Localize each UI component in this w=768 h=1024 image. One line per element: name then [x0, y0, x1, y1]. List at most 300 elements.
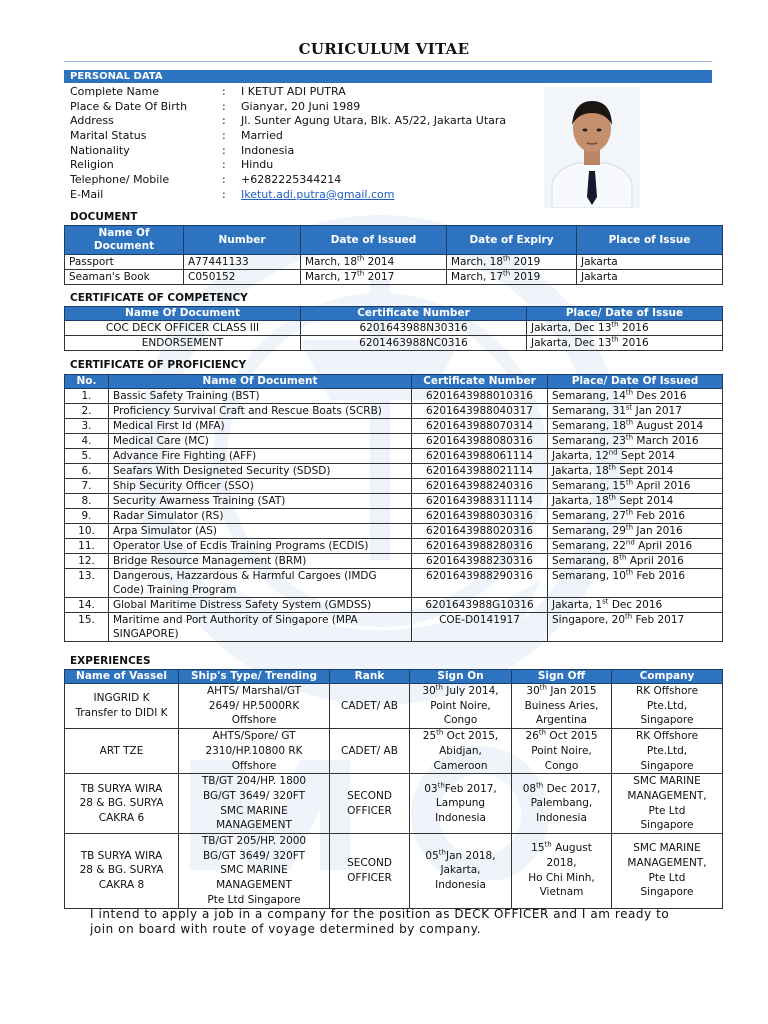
table-cell	[612, 834, 723, 909]
ordinal-suffix: th	[357, 269, 365, 278]
cell-text: 4.	[81, 435, 92, 447]
ordinal-suffix: nd	[608, 448, 618, 457]
table-cell	[330, 834, 410, 909]
ordinal-suffix: th	[625, 508, 634, 517]
table-cell	[548, 479, 723, 494]
cell-text: Singapore	[640, 819, 694, 832]
cell-line	[616, 699, 718, 714]
cell-line	[334, 789, 405, 804]
personal-data-value: I KETUT ADI PUTRA	[241, 85, 346, 98]
table-cell	[109, 539, 412, 554]
table-row	[65, 464, 723, 479]
portrait-photo-icon	[544, 87, 640, 208]
table-row	[65, 479, 723, 494]
table-cell	[330, 684, 410, 729]
cell-text: Security Awarness Training (SAT)	[113, 495, 286, 507]
cell-line	[616, 774, 718, 789]
table-row	[65, 569, 723, 598]
cell-line	[183, 878, 325, 893]
cell-text: Advance Fire Fighting (AFF)	[113, 450, 257, 462]
cell-text-after: Feb 2016	[633, 570, 686, 582]
cell-text: 2018,	[546, 857, 577, 870]
column-header: Certificate Number	[412, 375, 548, 389]
cell-line	[414, 713, 507, 728]
table-cell	[109, 479, 412, 494]
cell-text: Bridge Resource Management (BRM)	[113, 555, 307, 567]
table-cell	[65, 404, 109, 419]
cell-text: BG/GT 3649/ 320FT	[202, 849, 306, 862]
ordinal-suffix: th	[611, 320, 619, 329]
personal-data-value: Hindu	[241, 158, 274, 172]
cell-text: 28 & BG. SURYA	[79, 797, 164, 810]
cell-text: 6201643988070314	[426, 420, 533, 432]
cell-line	[616, 885, 718, 900]
cell-text: AHTS/Spore/ GT	[212, 730, 296, 743]
table-cell	[412, 524, 548, 539]
portrait-photo	[544, 87, 640, 208]
table-cell	[109, 524, 412, 539]
table-row	[65, 684, 723, 729]
cell-line	[69, 849, 174, 864]
column-header: Rank	[330, 670, 410, 684]
table-row	[65, 494, 723, 509]
table-cell	[65, 684, 179, 729]
table-cell	[65, 479, 109, 494]
cell-line	[616, 841, 718, 856]
column-header: Place/ Date Of Issued	[548, 375, 723, 389]
table-cell	[65, 569, 109, 598]
ordinal-suffix: th	[608, 463, 616, 472]
table-cell	[412, 464, 548, 479]
cell-text: SMC MARINE	[633, 842, 701, 855]
table-cell	[447, 255, 577, 270]
cell-text: Jakarta, 18	[552, 495, 609, 507]
table-cell	[548, 569, 723, 598]
cell-text-after: Jan 2017	[632, 405, 682, 417]
cell-text: INGGRID K	[93, 692, 150, 705]
ordinal-suffix: nd	[625, 538, 635, 547]
ordinal-suffix: th	[611, 335, 619, 344]
table-cell	[548, 509, 723, 524]
cell-text: SMC MARINE	[220, 864, 288, 877]
cell-text: Seaman's Book	[69, 271, 150, 283]
cell-text: Buiness Aries,	[524, 699, 599, 712]
table-cell	[65, 729, 179, 774]
cell-line	[183, 699, 325, 714]
cell-line	[69, 863, 174, 878]
cell-text: CADET/ AB	[341, 744, 398, 757]
cell-text: 6201643988061114	[426, 450, 533, 462]
cell-text: 2.	[81, 405, 92, 417]
table-row	[65, 389, 723, 404]
ordinal-suffix: th	[625, 388, 634, 397]
cell-text: 5.	[81, 450, 92, 462]
table-cell	[412, 554, 548, 569]
cell-text-after: Sept 2014	[615, 465, 674, 477]
proficiency-table	[64, 374, 723, 642]
personal-data-value: Married	[241, 129, 283, 143]
ordinal-suffix: th	[625, 568, 634, 577]
column-header: Certificate Number	[301, 307, 527, 321]
cell-line	[183, 834, 325, 849]
table-cell	[109, 613, 412, 642]
cell-line	[69, 691, 174, 706]
cell-text: Medical First Id (MFA)	[113, 420, 225, 432]
cell-text: OFFICER	[347, 871, 392, 884]
ordinal-suffix: th	[625, 478, 634, 487]
table-cell	[412, 569, 548, 598]
table-cell	[65, 598, 109, 613]
cell-text: Indonesia	[435, 879, 486, 892]
cell-text-after: April 2016	[633, 480, 691, 492]
table-cell	[65, 539, 109, 554]
document-heading: DOCUMENT	[70, 211, 138, 223]
cell-line	[616, 729, 718, 744]
cell-text: Pte.Ltd,	[646, 699, 688, 712]
cell-text: SMC MARINE	[633, 775, 701, 788]
ordinal-suffix: th	[544, 840, 552, 849]
cell-text: 15.	[78, 614, 95, 626]
table-cell	[548, 449, 723, 464]
table-cell	[548, 524, 723, 539]
table-cell	[512, 834, 612, 909]
cell-text: Singapore	[640, 714, 694, 727]
cell-text: Dangerous, Hazzardous & Harmful Cargoes (IMDG Code) Training Program	[113, 570, 377, 596]
cell-text: Indonesia	[536, 811, 587, 824]
cell-text: Singapore, 20	[552, 614, 626, 626]
table-cell	[612, 684, 723, 729]
cell-line	[69, 878, 174, 893]
cell-text: March, 17	[451, 271, 504, 283]
cell-line	[183, 849, 325, 864]
table-cell	[412, 494, 548, 509]
table-cell	[548, 389, 723, 404]
table-cell	[184, 255, 301, 270]
cell-text: Point Noire,	[430, 699, 491, 712]
cell-text: Cameroon	[433, 759, 488, 772]
ordinal-suffix: th	[625, 418, 634, 427]
table-cell	[412, 509, 548, 524]
personal-data-label: Place & Date Of Birth	[70, 99, 188, 113]
cell-text: CAKRA 8	[98, 879, 145, 892]
table-cell	[548, 434, 723, 449]
cell-line	[69, 706, 174, 721]
table-row	[65, 834, 723, 909]
ordinal-suffix: th	[625, 433, 634, 442]
table-cell	[65, 509, 109, 524]
cell-text: Semarang, 18	[552, 420, 626, 432]
table-cell	[412, 598, 548, 613]
personal-data-colon: :	[222, 187, 226, 201]
table-cell	[65, 494, 109, 509]
cell-line	[334, 699, 405, 714]
personal-data-label: Telephone/ Mobile	[70, 173, 170, 187]
table-cell	[109, 554, 412, 569]
table-cell	[109, 598, 412, 613]
column-header: Sign On	[410, 670, 512, 684]
cell-text: 6.	[81, 465, 92, 477]
table-cell	[109, 494, 412, 509]
table-header-row	[65, 670, 723, 684]
cell-line	[334, 856, 405, 871]
table-row	[65, 255, 723, 270]
table-cell	[65, 524, 109, 539]
cell-text: A77441133	[188, 256, 249, 268]
personal-data-colon: :	[222, 158, 226, 172]
cell-text: Transfer to DIDI K	[75, 707, 168, 720]
table-cell	[412, 449, 548, 464]
cell-line	[516, 713, 607, 728]
table-cell	[65, 270, 184, 285]
cell-text: 10.	[78, 525, 95, 537]
cell-line	[516, 684, 607, 699]
personal-data-value: +6282225344214	[241, 173, 342, 187]
cell-text: Singapore	[640, 886, 694, 899]
table-header-row	[65, 226, 723, 255]
personal-data-label: Nationality	[70, 143, 130, 157]
table-cell	[412, 434, 548, 449]
table-cell	[447, 270, 577, 285]
cell-text: 7.	[81, 480, 92, 492]
column-header: Sign Off	[512, 670, 612, 684]
cell-line	[516, 782, 607, 797]
cell-text: March, 18	[305, 256, 358, 268]
cell-text: Pte.Ltd,	[646, 744, 688, 757]
table-cell	[301, 321, 527, 336]
cell-line	[334, 744, 405, 759]
cell-text: Palembang,	[530, 797, 593, 810]
cell-text: Medical Care (MC)	[113, 435, 209, 447]
cell-text: Radar Simulator (RS)	[113, 510, 224, 522]
table-cell	[179, 729, 330, 774]
table-cell	[548, 598, 723, 613]
table-cell	[330, 774, 410, 834]
column-header: Ship's Type/ Trending	[179, 670, 330, 684]
table-cell	[109, 404, 412, 419]
cell-text: Jakarta, 18	[552, 465, 609, 477]
cell-text: 1.	[81, 390, 92, 402]
table-cell	[65, 434, 109, 449]
cell-text: ENDORSEMENT	[141, 337, 224, 349]
email-link[interactable]: Iketut.adi.putra@gmail.com	[241, 187, 395, 201]
cell-text: C050152	[188, 271, 236, 283]
cell-text: 6201643988280316	[426, 540, 533, 552]
table-cell	[527, 321, 723, 336]
cell-line	[516, 811, 607, 826]
cell-line	[414, 699, 507, 714]
cell-text: CAKRA 6	[98, 811, 145, 824]
table-cell	[410, 834, 512, 909]
cell-text-after: Jan 2016	[633, 525, 683, 537]
cell-text: 6201643988020316	[426, 525, 533, 537]
table-cell	[548, 539, 723, 554]
cell-text: Jakarta	[581, 256, 618, 268]
ordinal-suffix: st	[625, 403, 633, 412]
cell-text: 30	[526, 685, 540, 697]
ordinal-suffix: th	[536, 781, 544, 790]
column-header: Date of Expiry	[447, 226, 577, 255]
ordinal-suffix: th	[625, 523, 634, 532]
cell-text: 28 & BG. SURYA	[79, 864, 164, 877]
column-header: Name Of Document	[65, 307, 301, 321]
table-cell	[548, 419, 723, 434]
column-header: Name Of Document	[65, 226, 184, 255]
experiences-heading: EXPERIENCES	[70, 655, 151, 667]
cell-text-after: Oct 2015,	[443, 730, 499, 743]
ordinal-suffix: th	[438, 848, 446, 857]
document-table	[64, 225, 723, 285]
ordinal-suffix: th	[503, 254, 511, 263]
cell-text: 6201643988N30316	[359, 322, 468, 334]
table-row	[65, 434, 723, 449]
cell-text-after: 2016	[618, 322, 649, 334]
cell-text-after: Feb 2017,	[444, 782, 497, 795]
cell-line	[69, 744, 174, 759]
personal-data-colon: :	[222, 173, 226, 187]
cell-line	[616, 856, 718, 871]
cell-text: 3.	[81, 420, 92, 432]
cell-line	[183, 804, 325, 819]
competency-heading: CERTIFICATE OF COMPETENCY	[70, 292, 248, 304]
cell-line	[616, 818, 718, 833]
table-cell	[301, 270, 447, 285]
table-cell	[412, 539, 548, 554]
cell-text: 2649/ HP.5000RK	[208, 699, 300, 712]
ordinal-suffix: th	[435, 683, 443, 692]
cell-line	[616, 744, 718, 759]
cell-text: Offshore	[231, 714, 277, 727]
cell-text: Semarang, 15	[552, 480, 626, 492]
cell-text: 9.	[81, 510, 92, 522]
cell-text: Pte Ltd	[648, 804, 686, 817]
cell-text-after: Jan 2018,	[445, 849, 496, 862]
personal-data-value: Gianyar, 20 Juni 1989	[241, 99, 361, 113]
cell-text: 12.	[78, 555, 95, 567]
cell-text: Arpa Simulator (AS)	[113, 525, 217, 537]
cell-text: Offshore	[231, 759, 277, 772]
ordinal-suffix: th	[538, 728, 546, 737]
cell-text: Ship Security Officer (SSO)	[113, 480, 254, 492]
cell-line	[414, 863, 507, 878]
ordinal-suffix: th	[619, 553, 627, 562]
cell-line	[183, 818, 325, 833]
ordinal-suffix: th	[437, 781, 445, 790]
cell-text-after: Oct 2015	[546, 730, 598, 743]
table-row	[65, 729, 723, 774]
cell-text: MANAGEMENT,	[627, 789, 707, 802]
cell-text: 6201643988080316	[426, 435, 533, 447]
cell-line	[414, 684, 507, 699]
cell-text: Congo	[443, 714, 478, 727]
proficiency-heading: CERTIFICATE OF PROFICIENCY	[70, 359, 247, 371]
table-row	[65, 774, 723, 834]
cell-text: COE-D0141917	[439, 614, 520, 626]
table-cell	[109, 464, 412, 479]
ordinal-suffix: th	[436, 728, 444, 737]
personal-data-colon: :	[222, 143, 226, 157]
table-cell	[179, 774, 330, 834]
table-row	[65, 321, 723, 336]
cell-line	[414, 811, 507, 826]
cell-text-after: Jan 2015	[546, 685, 597, 697]
table-cell	[109, 434, 412, 449]
personal-data-label: Address	[70, 114, 114, 128]
closing-statement: I intend to apply a job in a company for the position as DECK OFFICER and I am ready to join on board with route of voyage determined by company.	[90, 907, 670, 936]
cell-text: COC DECK OFFICER CLASS III	[105, 322, 260, 334]
table-cell	[109, 569, 412, 598]
cell-line	[616, 789, 718, 804]
cell-text: Seafars With Designeted Security (SDSD)	[113, 465, 331, 477]
cell-text: OFFICER	[347, 804, 392, 817]
cell-text: 6201463988NC0316	[359, 337, 468, 349]
table-cell	[65, 389, 109, 404]
column-header: No.	[65, 375, 109, 389]
table-row	[65, 270, 723, 285]
cell-text: Jakarta, Dec 13	[531, 322, 612, 334]
cell-text: TB/GT 205/HP. 2000	[201, 835, 307, 848]
cell-text-after: Feb 2016	[633, 510, 686, 522]
table-cell	[65, 834, 179, 909]
table-cell	[412, 613, 548, 642]
cell-text: ART TZE	[99, 744, 144, 757]
ordinal-suffix: th	[357, 254, 365, 263]
cell-text-after: July 2014,	[442, 685, 499, 697]
cell-text: 25	[422, 730, 437, 743]
table-cell	[548, 464, 723, 479]
cell-line	[183, 729, 325, 744]
table-cell	[412, 389, 548, 404]
cell-line	[414, 729, 507, 744]
table-row	[65, 524, 723, 539]
table-cell	[512, 774, 612, 834]
cell-line	[414, 759, 507, 774]
cell-text: Argentina	[535, 714, 588, 727]
cell-line	[516, 885, 607, 900]
personal-data-value: Jl. Sunter Agung Utara, Blk. A5/22, Jakarta Utara	[241, 114, 507, 128]
cell-text: 2310/HP.10800 RK	[205, 744, 303, 757]
cell-text: Jakarta, 1	[552, 599, 603, 611]
cell-text: TB SURYA WIRA	[80, 849, 163, 862]
personal-data-colon: :	[222, 129, 226, 143]
competency-table	[64, 306, 723, 351]
cell-text: 03	[424, 782, 438, 795]
cell-text: March, 18	[451, 256, 504, 268]
cell-text: RK Offshore	[635, 685, 699, 697]
cell-text-after: Des 2016	[633, 390, 687, 402]
cell-line	[516, 744, 607, 759]
column-header: Company	[612, 670, 723, 684]
table-cell	[527, 336, 723, 351]
cell-text: 11.	[78, 540, 95, 552]
cell-text: SMC MARINE	[220, 804, 288, 817]
cell-text-after: 2014	[364, 256, 395, 268]
cell-text: MANAGEMENT	[216, 819, 292, 832]
cell-text: Operator Use of Ecdis Training Programs (ECDIS)	[113, 540, 369, 552]
cell-text: Pte Ltd	[648, 871, 686, 884]
cell-line	[183, 863, 325, 878]
cell-text-after: April 2016	[634, 540, 693, 552]
cell-text: Semarang, 27	[552, 510, 626, 522]
table-cell	[577, 270, 723, 285]
cell-text: 8.	[81, 495, 92, 507]
table-cell	[65, 419, 109, 434]
cell-text: Point Noire,	[531, 744, 592, 757]
cell-line	[616, 804, 718, 819]
cell-text: Global Maritime Distress Safety System (GMDSS)	[113, 599, 372, 611]
personal-data-label: Religion	[70, 158, 114, 172]
cell-text: Abidjan,	[439, 744, 482, 757]
cell-line	[414, 796, 507, 811]
